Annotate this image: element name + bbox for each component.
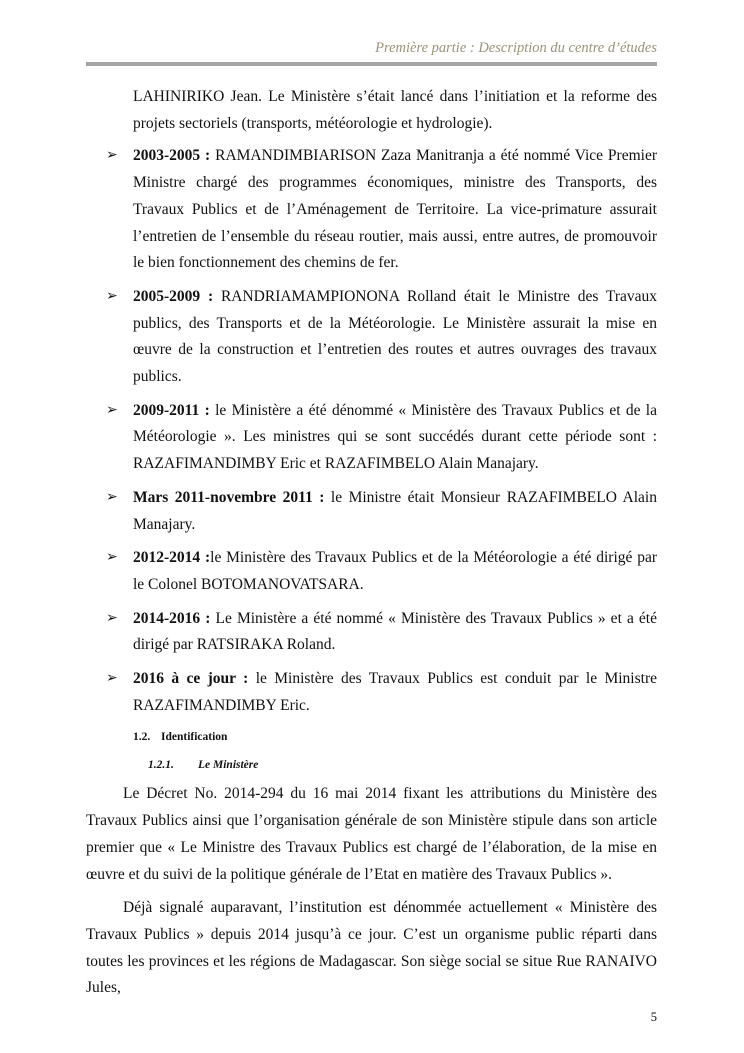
item-text: le Ministère des Travaux Publics est conduit par le Ministre RAZAFIMANDIMBY Eric. xyxy=(133,670,657,714)
item-label: Mars 2011-novembre 2011 : xyxy=(133,488,325,506)
paragraph: Déjà signalé auparavant, l’institution est dénommée actuellement « Ministère des Travaux Publics » depuis 2014 jusqu’à ce jour. C’est un organisme public réparti dans toutes les provinces et les régions de Madagascar. Son siège social se situe Rue RANAIVO Jules, xyxy=(86,899,657,997)
list-item xyxy=(86,666,657,719)
arrow-bullet-icon: ➢ xyxy=(106,550,118,566)
item-text: RAMANDIMBIARISON Zaza Manitranja a été nommé Vice Premier Ministre chargé des programmes économiques, ministre des Transports, des Travaux Publics et de l’Aménagement de Territoire. La vice-primature assurait l’entretien de l’ensemble du réseau routier, mais aussi, entre autres, de promouvoir le bien fonctionnement des chemins de fer. xyxy=(133,147,658,272)
section-number: 1.2. xyxy=(133,731,151,744)
item-label: 2014-2016 : xyxy=(133,609,211,627)
section-title: Identification xyxy=(161,731,228,744)
page-body xyxy=(86,84,657,1002)
list-item xyxy=(86,284,657,391)
arrow-bullet-icon: ➢ xyxy=(106,671,118,687)
arrow-bullet-icon: ➢ xyxy=(106,288,118,304)
subsection-title: Le Ministère xyxy=(198,759,259,772)
subsection-heading xyxy=(86,757,657,773)
item-label: 2009-2011 : xyxy=(133,401,210,419)
header-rule xyxy=(86,62,657,66)
arrow-bullet-icon: ➢ xyxy=(106,489,118,505)
list-item xyxy=(86,398,657,478)
continued-text: LAHINIRIKO Jean. Le Ministère s’était lancé dans l’initiation et la reforme des projets sectoriels (transports, météorologie et hydrologie). xyxy=(133,88,657,132)
item-label: 2003-2005 : xyxy=(133,147,211,165)
list-item xyxy=(86,545,657,598)
list-item xyxy=(86,485,657,538)
section-heading xyxy=(86,729,657,745)
arrow-bullet-icon: ➢ xyxy=(106,148,118,164)
running-header: Première partie : Description du centre d’études xyxy=(375,40,657,56)
item-label: 2016 à ce jour : xyxy=(133,670,249,688)
paragraph: Le Décret No. 2014-294 du 16 mai 2014 fixant les attributions du Ministère des Travaux Publics ainsi que l’organisation générale de son Ministère stipule dans son article premier que « Le Ministre des Travaux Publics est chargé de l’élaboration, de la mise en œuvre et du suivi de la politique générale de l’Etat en matière des Travaux Publics ». xyxy=(86,785,657,883)
item-text: le Ministère des Travaux Publics et de la Météorologie a été dirigé par le Colonel BOTOMANOVATSARA. xyxy=(133,549,657,593)
item-text: le Ministère a été dénommé « Ministère des Travaux Publics et de la Météorologie ». Les ministres qui se sont succédés durant cette période sont : RAZAFIMANDIMBY Eric et RAZAFIMBELO Alain Manajary. xyxy=(133,401,657,473)
subsection-number: 1.2.1. xyxy=(148,759,174,772)
arrow-bullet-icon: ➢ xyxy=(106,402,118,418)
list-item xyxy=(86,143,657,277)
item-label: 2012-2014 : xyxy=(133,549,211,567)
list-item xyxy=(86,606,657,659)
page-flow xyxy=(86,84,657,1025)
page-number: 5 xyxy=(650,1010,657,1025)
item-text: RANDRIAMAMPIONONA Rolland était le Ministre des Travaux publics, des Transports et de la Météorologie. Le Ministère assurait la mise en œuvre de la construction et l’entretien des routes et autres ouvrages des travaux publics. xyxy=(133,287,657,386)
arrow-bullet-icon: ➢ xyxy=(106,610,118,626)
item-text: Le Ministère a été nommé « Ministère des Travaux Publics » et a été dirigé par RATSIRAKA Roland. xyxy=(133,609,657,654)
item-label: 2005-2009 : xyxy=(133,287,214,305)
item-text: le Ministre était Monsieur RAZAFIMBELO Alain Manajary. xyxy=(133,488,657,533)
